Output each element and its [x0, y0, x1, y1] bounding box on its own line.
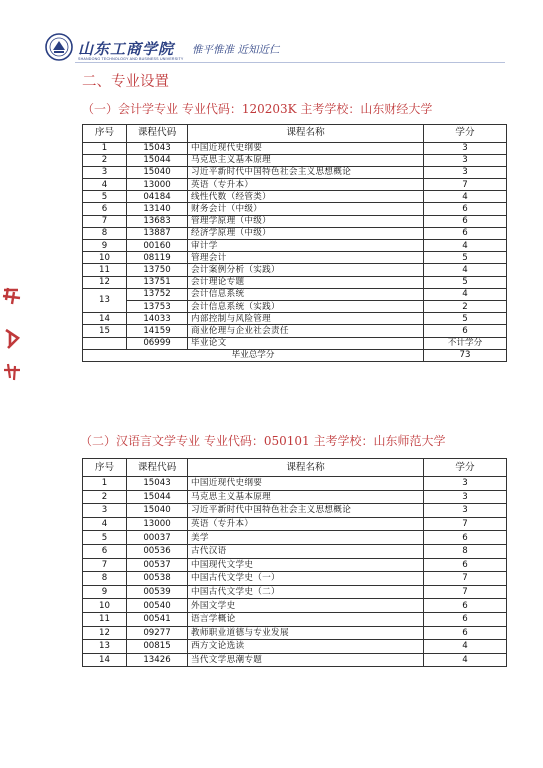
- cell-course-name: 教师职业道德与专业发展: [188, 626, 424, 640]
- table-row: [83, 240, 507, 252]
- accounting-course-table: [82, 124, 507, 362]
- cell-code: 00540: [127, 599, 188, 613]
- table-header-row: [83, 459, 507, 477]
- table-row: [83, 612, 507, 626]
- cell-credit: 3: [424, 142, 507, 154]
- table-row: [83, 252, 507, 264]
- cell-code: 15044: [127, 154, 188, 166]
- cell-credit: 8: [424, 544, 507, 558]
- cell-code: 00541: [127, 612, 188, 626]
- cell-credit: 不计学分: [424, 337, 507, 349]
- section-title: 二、专业设置: [82, 74, 169, 90]
- cell-course-name: 中国现代文学史: [188, 558, 424, 572]
- cell-credit: 6: [424, 325, 507, 337]
- total-row: [83, 349, 507, 361]
- total-label: 毕业总学分: [83, 349, 424, 361]
- cell-credit: 5: [424, 313, 507, 325]
- table-header-row: [83, 125, 507, 143]
- cell-credit: 6: [424, 227, 507, 239]
- table-row: [83, 477, 507, 491]
- page-header: [44, 32, 514, 66]
- cell-code: 00538: [127, 572, 188, 586]
- cell-code: 13750: [127, 264, 188, 276]
- cell-course-name: 审计学: [188, 240, 424, 252]
- cell-no: 6: [83, 544, 127, 558]
- cell-no: 1: [83, 142, 127, 154]
- seal-stamp-fragment: [0, 286, 26, 382]
- table-row: [83, 640, 507, 654]
- cell-code: 13751: [127, 276, 188, 288]
- cell-course-name: 中国古代文学史（二）: [188, 585, 424, 599]
- cell-code: 15043: [127, 142, 188, 154]
- table-row: [83, 572, 507, 586]
- cell-no: 14: [83, 653, 127, 667]
- cell-credit: 3: [424, 477, 507, 491]
- table-row: [83, 490, 507, 504]
- cell-code: 13426: [127, 653, 188, 667]
- cell-code: 00160: [127, 240, 188, 252]
- school-motto: 惟平惟准 近知近仁: [192, 44, 280, 56]
- cell-credit: 4: [424, 191, 507, 203]
- cell-no: 10: [83, 252, 127, 264]
- header-credit: 学分: [424, 459, 507, 477]
- table-row: [83, 517, 507, 531]
- cell-course-name: 当代文学思潮专题: [188, 653, 424, 667]
- cell-credit: 5: [424, 276, 507, 288]
- cell-course-name: 中国古代文学史（一）: [188, 572, 424, 586]
- header-course-name: 课程名称: [188, 125, 424, 143]
- cell-code: 00815: [127, 640, 188, 654]
- school-name: 山东工商学院: [78, 40, 175, 58]
- cell-credit: 4: [424, 288, 507, 300]
- cell-credit: 4: [424, 240, 507, 252]
- cell-code: 15044: [127, 490, 188, 504]
- cell-course-name: 古代汉语: [188, 544, 424, 558]
- cell-no: 8: [83, 227, 127, 239]
- table-row: [83, 653, 507, 667]
- cell-code: 13683: [127, 215, 188, 227]
- cell-no: 6: [83, 203, 127, 215]
- school-name-english: SHANDONG TECHNOLOGY AND BUSINESS UNIVERSITY: [78, 57, 184, 61]
- table-row: [83, 504, 507, 518]
- header-no: 序号: [83, 459, 127, 477]
- cell-course-name: 经济学原理（中级）: [188, 227, 424, 239]
- cell-course-name: 财务会计（中级）: [188, 203, 424, 215]
- cell-no: 1: [83, 477, 127, 491]
- cell-code: 06999: [127, 337, 188, 349]
- table-row: [83, 154, 507, 166]
- cell-credit: 6: [424, 531, 507, 545]
- cell-credit: 7: [424, 585, 507, 599]
- cell-credit: 4: [424, 653, 507, 667]
- cell-code: 08119: [127, 252, 188, 264]
- cell-course-name: 线性代数（经管类）: [188, 191, 424, 203]
- table-row: [83, 142, 507, 154]
- cell-credit: 6: [424, 558, 507, 572]
- program-accounting-title: （一）会计学专业 专业代码：120203K 主考学校：山东财经大学: [82, 102, 433, 116]
- cell-no: 2: [83, 490, 127, 504]
- cell-course-name: 中国近现代史纲要: [188, 142, 424, 154]
- cell-code: 13000: [127, 517, 188, 531]
- cell-no: 5: [83, 191, 127, 203]
- cell-credit: 6: [424, 626, 507, 640]
- cell-no: 14: [83, 313, 127, 325]
- table-row: [83, 203, 507, 215]
- cell-credit: 6: [424, 612, 507, 626]
- table-row: [83, 276, 507, 288]
- cell-course-name: 英语（专升本）: [188, 517, 424, 531]
- table-row: [83, 558, 507, 572]
- cell-course-name: 中国近现代史纲要: [188, 477, 424, 491]
- cell-credit: 2: [424, 300, 507, 312]
- cell-no: 9: [83, 240, 127, 252]
- cell-no: 12: [83, 626, 127, 640]
- header-no: 序号: [83, 125, 127, 143]
- cell-course-name: 内部控制与风险管理: [188, 313, 424, 325]
- cell-no: 7: [83, 215, 127, 227]
- cell-code: 00539: [127, 585, 188, 599]
- header-divider: [75, 62, 505, 63]
- cell-course-name: 语言学概论: [188, 612, 424, 626]
- cell-no: 10: [83, 599, 127, 613]
- cell-course-name: 西方文论选读: [188, 640, 424, 654]
- cell-credit: 4: [424, 640, 507, 654]
- cell-code: 00537: [127, 558, 188, 572]
- cell-code: 04184: [127, 191, 188, 203]
- cell-code: 00037: [127, 531, 188, 545]
- cell-code: 14033: [127, 313, 188, 325]
- cell-course-name: 习近平新时代中国特色社会主义思想概论: [188, 166, 424, 178]
- table-row: [83, 325, 507, 337]
- cell-code: 13752: [127, 288, 188, 300]
- cell-credit: 7: [424, 572, 507, 586]
- cell-no: [83, 337, 127, 349]
- cell-code: 15043: [127, 477, 188, 491]
- cell-no: 8: [83, 572, 127, 586]
- cell-credit: 6: [424, 203, 507, 215]
- cell-credit: 5: [424, 252, 507, 264]
- cell-course-name: 会计信息系统: [188, 288, 424, 300]
- cell-code: 09277: [127, 626, 188, 640]
- cell-no: 2: [83, 154, 127, 166]
- cell-course-name: 外国文学史: [188, 599, 424, 613]
- header-credit: 学分: [424, 125, 507, 143]
- program-chinese-literature-title: （二）汉语言文学专业 专业代码：050101 主考学校：山东师范大学: [80, 434, 446, 448]
- cell-course-name: 会计信息系统（实践）: [188, 300, 424, 312]
- cell-no: 13: [83, 640, 127, 654]
- table-row: [83, 179, 507, 191]
- cell-course-name: 英语（专升本）: [188, 179, 424, 191]
- cell-course-name: 马克思主义基本原理: [188, 490, 424, 504]
- cell-no: 11: [83, 264, 127, 276]
- cell-no: 7: [83, 558, 127, 572]
- cell-course-name: 美学: [188, 531, 424, 545]
- cell-course-name: 管理会计: [188, 252, 424, 264]
- table-row: [83, 313, 507, 325]
- cell-course-name: 马克思主义基本原理: [188, 154, 424, 166]
- cell-code: 13887: [127, 227, 188, 239]
- cell-credit: 7: [424, 179, 507, 191]
- header-code: 课程代码: [127, 125, 188, 143]
- cell-credit: 3: [424, 504, 507, 518]
- cell-no: 13: [83, 288, 127, 312]
- cell-no: 3: [83, 504, 127, 518]
- cell-code: 15040: [127, 166, 188, 178]
- cell-credit: 6: [424, 215, 507, 227]
- total-value: 73: [424, 349, 507, 361]
- table-row: [83, 166, 507, 178]
- cell-code: 15040: [127, 504, 188, 518]
- cell-credit: 7: [424, 517, 507, 531]
- cell-code: 13753: [127, 300, 188, 312]
- table-row: [83, 599, 507, 613]
- cell-code: 00536: [127, 544, 188, 558]
- table-row: [83, 585, 507, 599]
- cell-no: 9: [83, 585, 127, 599]
- header-course-name: 课程名称: [188, 459, 424, 477]
- cell-course-name: 会计案例分析（实践）: [188, 264, 424, 276]
- table-row: [83, 300, 507, 312]
- cell-code: 13000: [127, 179, 188, 191]
- cell-credit: 3: [424, 490, 507, 504]
- table-row: [83, 227, 507, 239]
- table-row: [83, 337, 507, 349]
- header-code: 课程代码: [127, 459, 188, 477]
- cell-course-name: 商业伦理与企业社会责任: [188, 325, 424, 337]
- cell-course-name: 毕业论文: [188, 337, 424, 349]
- table-row: [83, 544, 507, 558]
- table-row: [83, 191, 507, 203]
- cell-credit: 3: [424, 166, 507, 178]
- cell-code: 14159: [127, 325, 188, 337]
- cell-course-name: 管理学原理（中级）: [188, 215, 424, 227]
- table-row: [83, 531, 507, 545]
- cell-course-name: 会计理论专题: [188, 276, 424, 288]
- table-row: [83, 215, 507, 227]
- cell-no: 12: [83, 276, 127, 288]
- table-row: [83, 288, 507, 300]
- chinese-literature-course-table: [82, 458, 507, 667]
- cell-no: 4: [83, 179, 127, 191]
- cell-no: 3: [83, 166, 127, 178]
- cell-credit: 6: [424, 599, 507, 613]
- university-logo-icon: [44, 32, 74, 62]
- cell-no: 15: [83, 325, 127, 337]
- cell-no: 5: [83, 531, 127, 545]
- cell-credit: 4: [424, 264, 507, 276]
- cell-credit: 3: [424, 154, 507, 166]
- table-row: [83, 626, 507, 640]
- cell-course-name: 习近平新时代中国特色社会主义思想概论: [188, 504, 424, 518]
- cell-code: 13140: [127, 203, 188, 215]
- cell-no: 4: [83, 517, 127, 531]
- cell-no: 11: [83, 612, 127, 626]
- table-row: [83, 264, 507, 276]
